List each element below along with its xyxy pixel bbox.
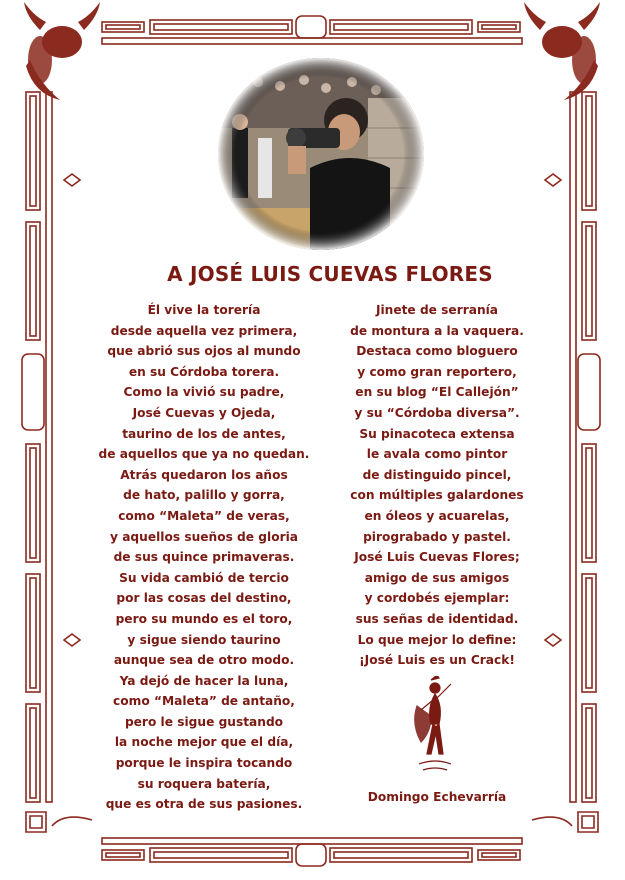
poem-line: en su Córdoba torera.: [128, 364, 280, 379]
poem-line: como “Maleta” de antaño,: [113, 694, 295, 709]
poem-line: José Luis Cuevas Flores;: [354, 550, 520, 565]
poem-line: taurino de los de antes,: [122, 426, 286, 441]
poem-title: A JOSÉ LUIS CUEVAS FLORES: [167, 262, 493, 286]
poem-line: y sigue siendo taurino: [127, 632, 281, 647]
poem-line: ¡José Luis es un Crack!: [359, 653, 515, 668]
poem-line: y aquellos sueños de gloria: [110, 529, 298, 544]
poem-line: porque le inspira tocando: [115, 756, 293, 771]
poem-line: aunque sea de otro modo.: [113, 653, 295, 668]
poem-line: que es otra de sus pasiones.: [105, 797, 303, 812]
poem-line: de aquellos que ya no quedan.: [98, 447, 310, 462]
poem-line: de distinguido pincel,: [362, 467, 512, 482]
poem-line: la noche mejor que el día,: [114, 735, 294, 750]
portrait-photo: [218, 58, 424, 250]
poem-line: pero le sigue gustando: [124, 714, 284, 729]
poem-line: Su pinacoteca extensa: [359, 426, 515, 441]
poem-column-right: [332, 300, 542, 671]
poem-line: sus señas de identidad.: [355, 611, 519, 626]
poem-line: y su “Córdoba diversa”.: [354, 405, 520, 420]
poem-line: Jinete de serranía: [375, 303, 499, 317]
poem-line: de hato, palillo y gorra,: [123, 488, 285, 503]
poem-line: y como gran reportero,: [357, 364, 517, 379]
poem-line: con múltiples galardones: [350, 488, 524, 503]
poem-line: Él vive la torería: [147, 303, 261, 317]
poem-line: Como la vivió su padre,: [123, 385, 285, 400]
poem-line: amigo de sus amigos: [364, 570, 510, 585]
poem-line: por las cosas del destino,: [116, 591, 292, 606]
author-signature: Domingo Echevarría: [367, 790, 507, 804]
poem-line: de montura a la vaquera.: [350, 323, 524, 338]
poem-line: que abrió sus ojos al mundo: [107, 344, 301, 359]
poem-line: en óleos y acuarelas,: [364, 508, 510, 523]
poem-line: Atrás quedaron los años: [120, 467, 288, 482]
poem-line: en su blog “El Callejón”: [355, 385, 519, 400]
poem-column-left: [88, 300, 320, 815]
poem-line: de sus quince primaveras.: [113, 550, 295, 565]
poem-line: le avala como pintor: [366, 447, 508, 462]
poem-line: desde aquella vez primera,: [110, 323, 298, 338]
poem-line: José Cuevas y Ojeda,: [132, 405, 276, 420]
poem-line: Su vida cambió de tercio: [119, 570, 289, 585]
poem-line: pirograbado y pastel.: [363, 529, 511, 544]
poem-line: pero su mundo es el toro,: [115, 611, 293, 626]
poem-line: Ya dejó de hacer la luna,: [119, 673, 289, 688]
poem-line: y cordobés ejemplar:: [364, 591, 510, 606]
poem-line: como “Maleta” de veras,: [118, 508, 290, 523]
bull-head-icon: [24, 2, 100, 100]
poem-line: Lo que mejor lo define:: [357, 632, 517, 647]
torero-figure-icon: [405, 676, 465, 776]
poem-line: Destaca como bloguero: [356, 344, 518, 359]
poem-line: su roquera batería,: [137, 776, 271, 791]
